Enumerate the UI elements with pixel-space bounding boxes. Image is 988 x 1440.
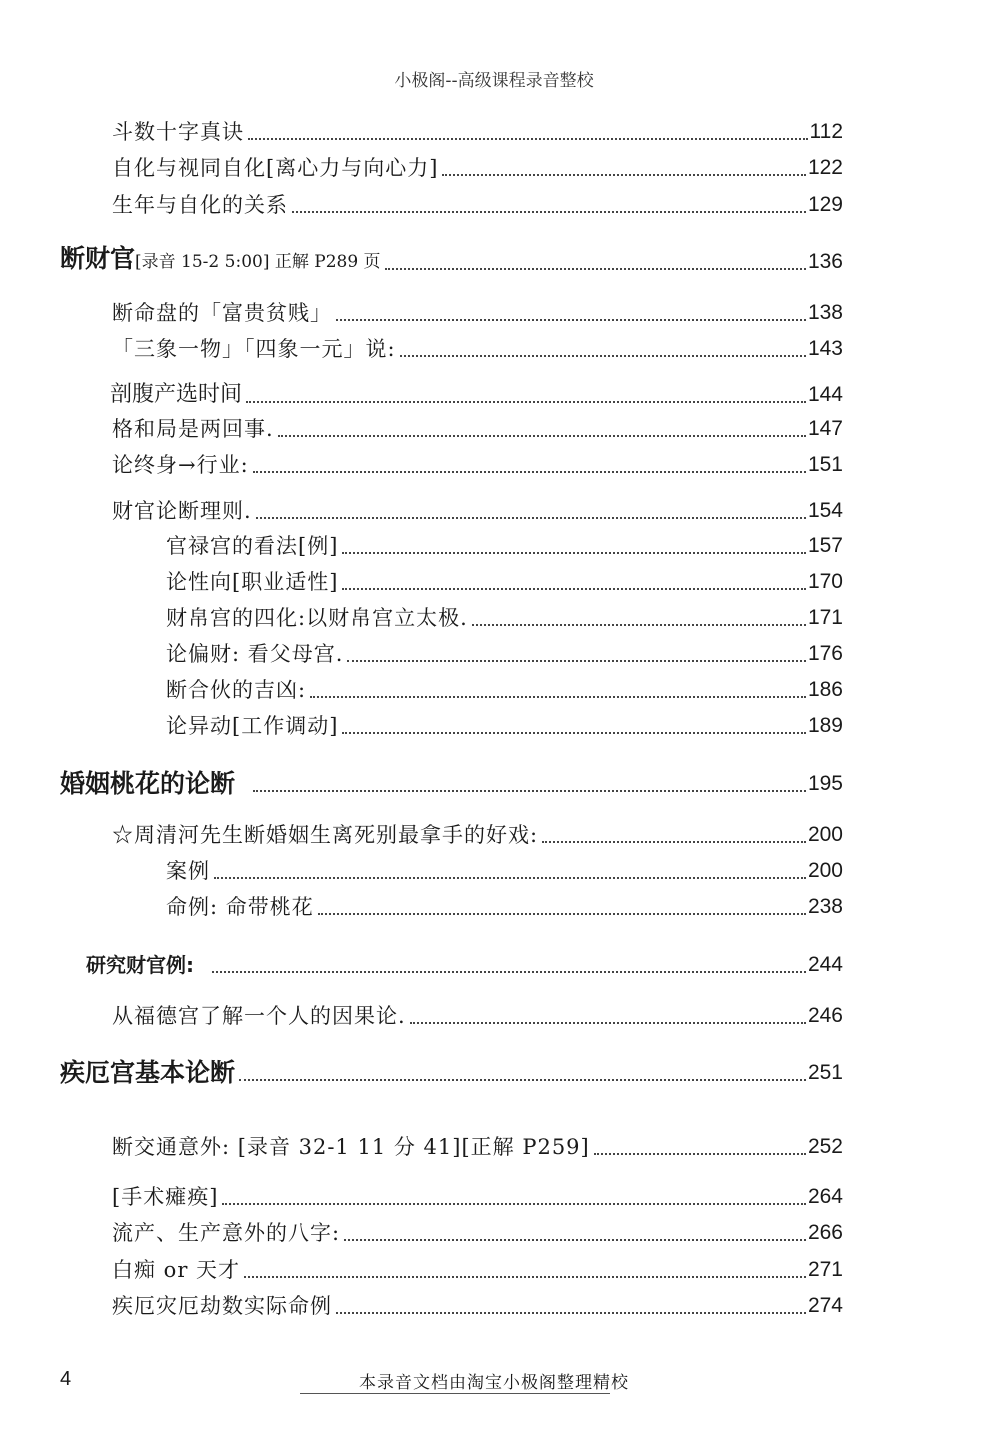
toc-entry-title: 流产、生产意外的八字: bbox=[112, 1221, 341, 1245]
toc-entry-page: 251 bbox=[807, 1061, 843, 1084]
leader-dots bbox=[342, 587, 806, 590]
toc-entry[interactable] bbox=[112, 334, 843, 364]
toc-entry-title: 「三象一物」「四象一元」说: bbox=[112, 337, 396, 361]
toc-subentry[interactable] bbox=[166, 711, 843, 741]
toc-subentry[interactable] bbox=[166, 567, 843, 597]
leader-dots bbox=[542, 840, 806, 843]
leader-dots bbox=[347, 659, 806, 662]
toc-subentry[interactable] bbox=[166, 856, 843, 886]
toc-entry[interactable] bbox=[112, 450, 843, 480]
toc-entry-page: 143 bbox=[807, 337, 843, 360]
toc-entry-title: 自化与视同自化[离心力与向心力] bbox=[112, 156, 439, 180]
leader-dots bbox=[212, 970, 806, 973]
leader-dots bbox=[222, 1202, 806, 1205]
toc-entry[interactable] bbox=[112, 414, 843, 444]
leader-dots bbox=[278, 434, 806, 437]
toc-entry[interactable] bbox=[112, 1132, 843, 1162]
toc-entry-page: 274 bbox=[807, 1294, 843, 1317]
leader-dots bbox=[342, 731, 806, 734]
leader-dots bbox=[253, 789, 806, 792]
toc-entry[interactable] bbox=[112, 190, 843, 220]
toc-entry-title: 命例: 命带桃花 bbox=[166, 895, 314, 919]
toc-entry-title: 财官论断理则. bbox=[112, 499, 252, 523]
toc-entry[interactable] bbox=[112, 1255, 843, 1285]
toc-entry-title: [手术瘫痪] bbox=[112, 1185, 219, 1209]
toc-section-title: 婚姻桃花的论断 bbox=[60, 769, 236, 798]
leader-dots bbox=[442, 173, 806, 176]
toc-entry[interactable] bbox=[86, 950, 843, 980]
toc-section-title bbox=[60, 244, 381, 277]
toc-entry-page: 186 bbox=[807, 678, 843, 701]
toc-entry-page: 195 bbox=[807, 772, 843, 795]
toc-entry[interactable] bbox=[112, 496, 843, 526]
toc-entry-page: 154 bbox=[807, 499, 843, 522]
toc-entry-page: 200 bbox=[807, 823, 843, 846]
leader-dots bbox=[344, 1238, 806, 1241]
leader-dots bbox=[214, 876, 806, 879]
toc-entry[interactable] bbox=[110, 380, 843, 410]
footer-underline bbox=[300, 1393, 610, 1394]
toc-entry-page: 112 bbox=[809, 120, 843, 143]
toc-entry-page: 244 bbox=[807, 953, 843, 976]
toc-section-title: 疾厄宫基本论断 bbox=[60, 1058, 236, 1087]
toc-entry-title: 格和局是两回事. bbox=[112, 417, 274, 441]
toc-entry-page: 176 bbox=[807, 642, 843, 665]
leader-dots bbox=[594, 1152, 806, 1155]
toc-entry-page: 264 bbox=[807, 1185, 843, 1208]
toc-entry-title: 从福德宫了解一个人的因果论. bbox=[112, 1004, 406, 1028]
toc-section[interactable] bbox=[60, 1058, 843, 1088]
toc-entry-title: 官禄宫的看法[例] bbox=[166, 534, 339, 558]
leader-dots bbox=[400, 354, 806, 357]
toc-entry-title: 斗数十字真诀 bbox=[112, 120, 244, 144]
toc-entry-title: 白痴 or 天才 bbox=[112, 1258, 241, 1282]
toc-entry-page: 144 bbox=[807, 383, 843, 406]
leader-dots bbox=[385, 267, 806, 270]
leader-dots bbox=[410, 1021, 806, 1024]
toc-entry-page: 271 bbox=[807, 1258, 843, 1281]
toc-entry[interactable] bbox=[112, 1001, 843, 1031]
leader-dots bbox=[336, 318, 806, 321]
toc-entry-page: 138 bbox=[807, 301, 843, 324]
toc-entry-title: 论性向[职业适性] bbox=[166, 570, 339, 594]
leader-dots bbox=[248, 137, 808, 140]
leader-dots bbox=[342, 551, 806, 554]
footer-text: 本录音文档由淘宝小极阁整理精校 bbox=[359, 1373, 629, 1393]
section-title-text: 断财官 bbox=[60, 244, 136, 273]
toc-entry[interactable] bbox=[112, 1218, 843, 1248]
toc-entry-page: 151 bbox=[807, 453, 843, 476]
toc-entry-title: 研究财官例: bbox=[86, 953, 194, 977]
toc-entry-title: 生年与自化的关系 bbox=[112, 193, 288, 217]
leader-dots bbox=[310, 695, 806, 698]
toc-entry-page: 246 bbox=[807, 1004, 843, 1027]
page-header: 小极阁--高级课程录音整校 bbox=[394, 71, 594, 91]
leader-dots bbox=[472, 623, 806, 626]
toc-entry-page: 189 bbox=[807, 714, 843, 737]
toc-entry-title: 论异动[工作调动] bbox=[166, 714, 339, 738]
toc-entry[interactable] bbox=[112, 1182, 843, 1212]
toc-entry-title: 论终身→行业: bbox=[112, 453, 249, 477]
toc-entry-page: 171 bbox=[807, 606, 843, 629]
toc-subentry[interactable] bbox=[166, 603, 843, 633]
leader-dots bbox=[318, 912, 806, 915]
leader-dots bbox=[256, 516, 806, 519]
toc-entry-page: 147 bbox=[807, 417, 843, 440]
toc-entry-title: 断合伙的吉凶: bbox=[166, 678, 307, 702]
toc-entry-title: 案例 bbox=[166, 859, 210, 883]
toc-entry-title: 断命盘的「富贵贫贱」 bbox=[112, 301, 332, 325]
toc-entry-page: 129 bbox=[807, 193, 843, 216]
toc-entry-page: 157 bbox=[807, 534, 843, 557]
toc-entry-title: 剖腹产选时间 bbox=[110, 382, 243, 407]
leader-dots bbox=[239, 1078, 806, 1081]
toc-subentry[interactable] bbox=[166, 639, 843, 669]
toc-entry-page: 266 bbox=[807, 1221, 843, 1244]
leader-dots bbox=[246, 400, 806, 403]
toc-subentry[interactable] bbox=[166, 892, 843, 922]
section-subtitle: [录音 15-2 5:00] 正解 P289 页 bbox=[135, 252, 381, 272]
toc-entry[interactable] bbox=[112, 820, 843, 850]
toc-section[interactable] bbox=[60, 244, 843, 277]
toc-entry-title: 断交通意外: [录音 32-1 11 分 41][正解 P259] bbox=[112, 1135, 590, 1159]
toc-entry-title: 疾厄灾厄劫数实际命例 bbox=[112, 1294, 332, 1318]
toc-entry-page: 252 bbox=[807, 1135, 843, 1158]
toc-subentry[interactable] bbox=[166, 675, 843, 705]
toc-entry[interactable] bbox=[112, 117, 843, 147]
toc-entry-page: 238 bbox=[807, 895, 843, 918]
toc-entry-title: 财帛宫的四化:以财帛宫立太极. bbox=[166, 606, 468, 630]
toc-entry-page: 200 bbox=[807, 859, 843, 882]
toc-entry-page: 122 bbox=[807, 156, 843, 179]
toc-entry[interactable] bbox=[112, 1291, 843, 1321]
toc-section[interactable] bbox=[60, 769, 843, 799]
toc-entry-page: 170 bbox=[807, 570, 843, 593]
leader-dots bbox=[292, 210, 806, 213]
leader-dots bbox=[244, 1275, 806, 1278]
toc-entry[interactable] bbox=[112, 298, 843, 328]
toc-entry[interactable] bbox=[112, 153, 843, 183]
leader-dots bbox=[336, 1311, 806, 1314]
toc-entry-page: 136 bbox=[807, 250, 843, 273]
toc-entry-title: ☆周清河先生断婚姻生离死别最拿手的好戏: bbox=[112, 823, 539, 847]
leader-dots bbox=[253, 470, 806, 473]
toc-entry-title: 论偏财: 看父母宫. bbox=[166, 642, 344, 666]
toc-subentry[interactable] bbox=[166, 531, 843, 561]
footer-page-number: 4 bbox=[60, 1368, 72, 1390]
